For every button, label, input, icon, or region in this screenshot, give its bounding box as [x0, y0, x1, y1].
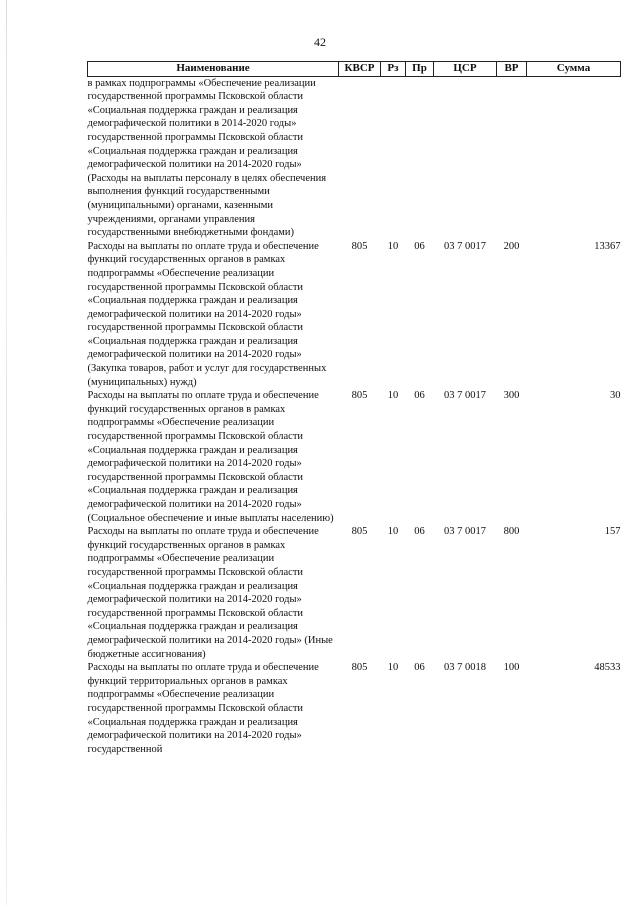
- row-pr: 06: [414, 390, 425, 402]
- row-kvsr: [339, 76, 381, 240]
- header-kvsr: КВСР: [339, 62, 381, 77]
- table-row: [88, 661, 621, 756]
- row-name: Расходы на выплаты по оплате труда и обеспечение функций государственных органов в рамках подпрограммы «Обеспечение реализации государственной программы Псковской области «Социальная поддержка граждан и реализация демографической политики на 2014-2020 годы» государственной программы Псковской области «Социальная поддержка граждан и реализация демографической политики на 2014-2020 годы» (Социальное обеспечение и иные выплаты населению): [87, 390, 334, 524]
- scan-edge: [6, 0, 7, 905]
- row-kvsr: 805: [351, 390, 368, 402]
- row-pr: 06: [414, 526, 425, 538]
- row-sum: 48533: [594, 662, 621, 674]
- table-row: [88, 525, 621, 661]
- header-rz: Рз: [381, 62, 406, 77]
- row-rz: 10: [387, 240, 399, 252]
- row-vr: 100: [503, 662, 520, 674]
- row-vr: 300: [503, 390, 520, 402]
- header-sum: Сумма: [527, 62, 621, 77]
- row-csr: 03 7 0017: [444, 240, 486, 252]
- table-header-row: [88, 62, 621, 77]
- row-sum: [527, 76, 621, 240]
- header-csr: ЦСР: [434, 62, 497, 77]
- row-rz: 10: [387, 526, 399, 538]
- row-name: Расходы на выплаты по оплате труда и обеспечение функций государственных органов в рамках подпрограммы «Обеспечение реализации государственной программы Псковской области «Социальная поддержка граждан и реализация демографической политики на 2014-2020 годы» государственной программы Псковской области «Социальная поддержка граждан и реализация демографической политики на 2014-2020 годы» (Закупка товаров, работ и услуг для государственных (муниципальных) нужд): [87, 240, 327, 388]
- header-vr: ВР: [497, 62, 527, 77]
- row-rz: [381, 76, 406, 240]
- header-name: Наименование: [88, 62, 339, 77]
- row-vr: 800: [503, 526, 520, 538]
- row-pr: 06: [414, 240, 425, 252]
- row-csr: 03 7 0018: [444, 662, 486, 674]
- row-kvsr: 805: [351, 240, 368, 252]
- table-row: [88, 389, 621, 525]
- row-pr: 06: [414, 662, 425, 674]
- header-pr: Пр: [406, 62, 434, 77]
- row-name: Расходы на выплаты по оплате труда и обеспечение функций государственных органов в рамках подпрограммы «Обеспечение реализации государственной программы Псковской области «Социальная поддержка граждан и реализация демографической политики на 2014-2020 годы» государственной программы Псковской области «Социальная поддержка граждан и реализация демографической политики на 2014-2020 годы» (Иные бюджетные ассигнования): [87, 526, 333, 660]
- row-kvsr: 805: [351, 662, 368, 674]
- row-rz: 10: [387, 662, 399, 674]
- table-row: [88, 76, 621, 240]
- row-csr: [434, 76, 497, 240]
- row-name: в рамках подпрограммы «Обеспечение реализации государственной программы Псковской области «Социальная поддержка граждан и реализация демографической политики в 2014-2020 годы» государственной программы Псковской области «Социальная поддержка граждан и реализация демографической политики на 2014-2020 годы» (Расходы на выплаты персоналу в целях обеспечения выполнения функций государственными (муниципальными) органами, казенными учреждениями, органами управления государственными внебюджетными фондами): [87, 77, 327, 239]
- row-sum: 157: [604, 526, 621, 538]
- row-vr: 200: [503, 240, 520, 252]
- row-name: Расходы на выплаты по оплате труда и обеспечение функций территориальных органов в рамках подпрограммы «Обеспечение реализации государственной программы Псковской области «Социальная поддержка граждан и реализация демографической политики на 2014-2020 годы» государственной: [87, 662, 319, 755]
- row-csr: 03 7 0017: [444, 390, 486, 402]
- row-sum: 30: [610, 390, 621, 402]
- row-vr: [497, 76, 527, 240]
- row-rz: 10: [387, 390, 399, 402]
- table-row: [88, 240, 621, 390]
- row-kvsr: 805: [351, 526, 368, 538]
- row-pr: [406, 76, 434, 240]
- row-sum: 13367: [594, 240, 621, 252]
- budget-table: [87, 61, 621, 756]
- row-csr: 03 7 0017: [444, 526, 486, 538]
- page-number: 42: [314, 35, 326, 49]
